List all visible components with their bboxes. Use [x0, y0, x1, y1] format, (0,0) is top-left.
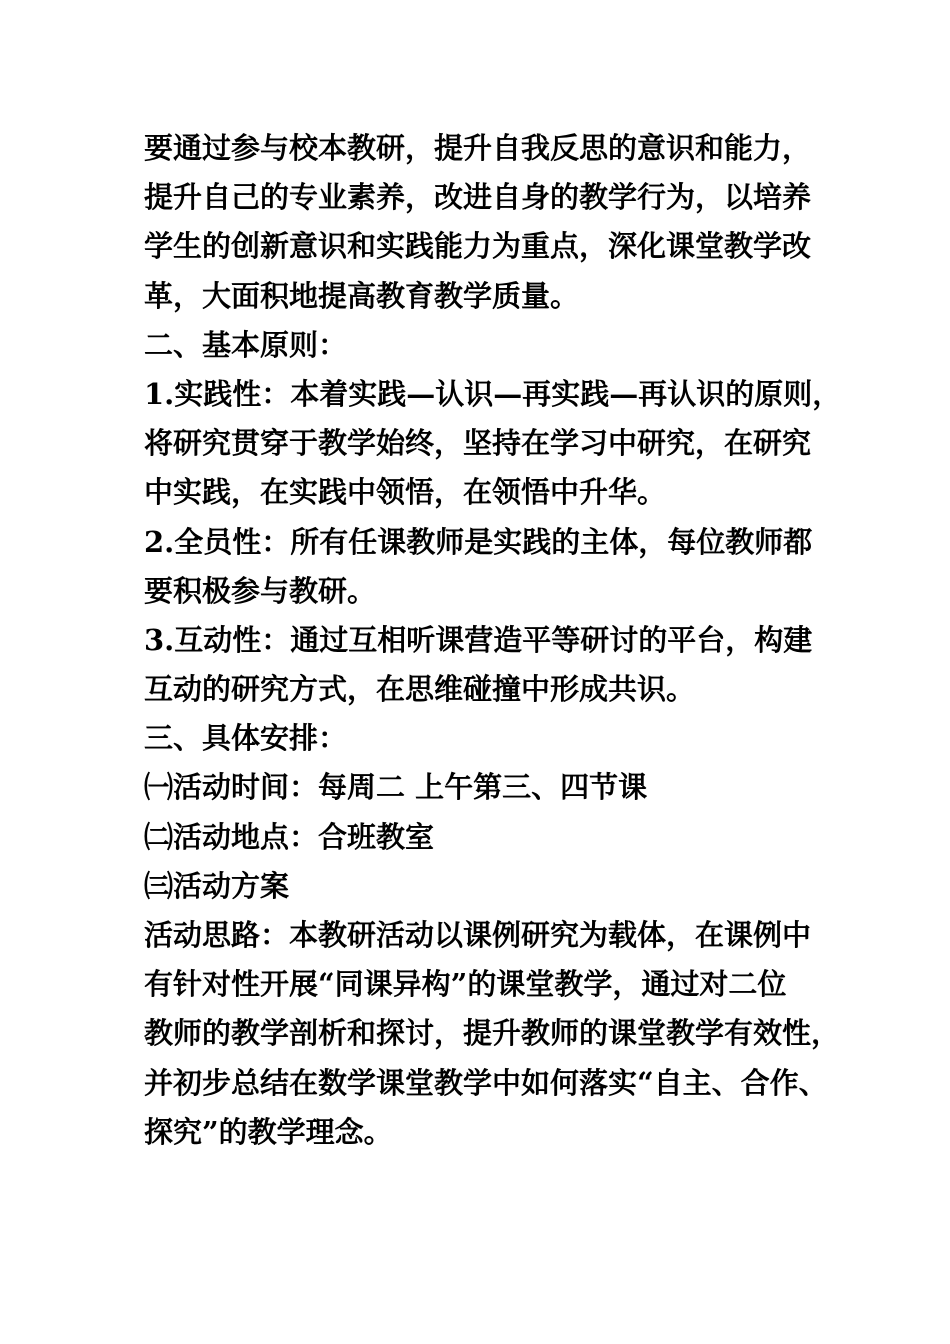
- paragraph-line: 有针对性开展“同课异构”的课堂教学，通过对二位: [144, 967, 787, 1002]
- paragraph-line: 学生的创新意识和实践能力为重点，深化课堂教学改: [144, 229, 812, 264]
- principle-item-line: 3.互动性：通过互相听课营造平等研讨的平台，构建: [144, 622, 813, 657]
- section-heading: 二、基本原则：: [144, 327, 348, 362]
- arrangement-item: ㈡活动地点：合班教室: [144, 819, 435, 854]
- paragraph-line: 活动思路：本教研活动以课例研究为载体，在课例中: [144, 918, 812, 952]
- arrangement-item: ㈢活动方案: [144, 868, 290, 903]
- principle-item-line: 要积极参与教研。: [144, 573, 377, 608]
- paragraph-line: 革，大面积地提高教育教学质量。: [144, 278, 580, 313]
- paragraph-line: 探究”的教学理念。: [144, 1114, 393, 1149]
- principle-item-line: 中实践，在实践中领悟，在领悟中升华。: [144, 475, 667, 510]
- principle-item-line: 2.全员性：所有任课教师是实践的主体，每位教师都: [144, 524, 813, 559]
- paragraph-line: 教师的教学剖析和探讨，提升教师的课堂教学有效性，: [144, 1016, 841, 1051]
- document-body: [144, 124, 844, 1157]
- principle-item-line: 1.实践性：本着实践—认识—再实践—再认识的原则，: [144, 376, 842, 411]
- paragraph-line: 并初步总结在数学课堂教学中如何落实“自主、合作、: [144, 1065, 828, 1100]
- paragraph-line: 提升自己的专业素养，改进自身的教学行为，以培养: [144, 180, 812, 215]
- principle-item-line: 互动的研究方式，在思维碰撞中形成共识。: [144, 672, 696, 707]
- principle-item-line: 将研究贯穿于教学始终，坚持在学习中研究，在研究: [144, 426, 812, 461]
- section-heading: 三、具体安排：: [144, 721, 348, 756]
- paragraph-line: 要通过参与校本教研，提升自我反思的意识和能力，: [144, 131, 812, 165]
- arrangement-item: ㈠活动时间：每周二 上午第三、四节课: [144, 770, 648, 805]
